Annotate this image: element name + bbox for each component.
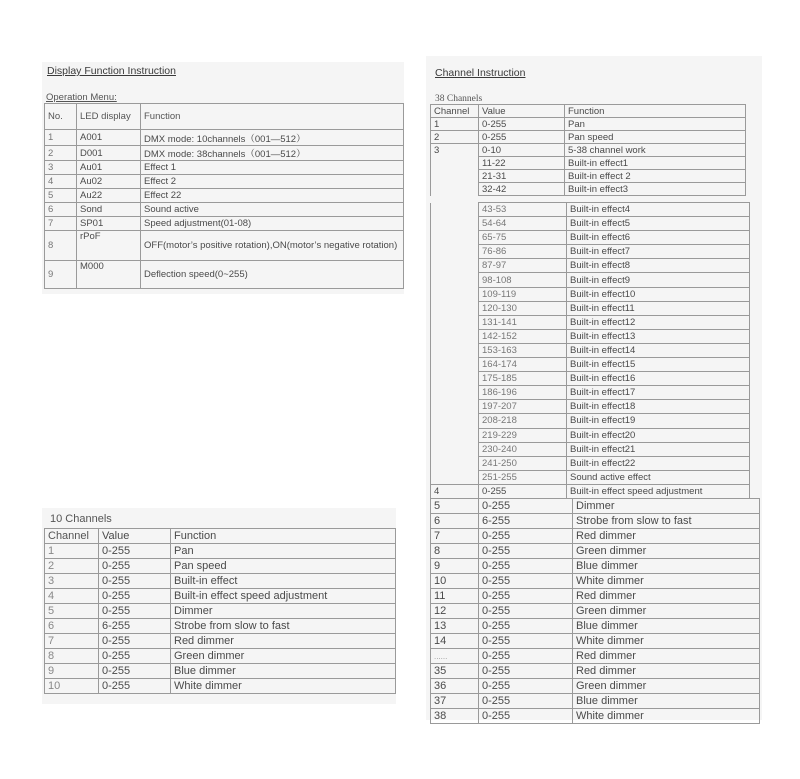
row-value: 11-22 (479, 157, 565, 170)
table-row (45, 559, 396, 574)
row-value: 0-255 (479, 559, 573, 574)
row-value: 120-130 (479, 301, 567, 315)
row-function: Built-in effect20 (567, 428, 750, 442)
row-led-display: rPoF (77, 231, 141, 261)
row-led-display: Au01 (77, 161, 141, 175)
table-row (45, 130, 404, 146)
row-channel: 7 (431, 529, 479, 544)
row-value: 54-64 (479, 217, 567, 231)
ten-channels-table (44, 528, 396, 694)
row-function: Built-in effect18 (567, 400, 750, 414)
row-channel: 38 (431, 709, 479, 724)
row-function: Built-in effect 2 (565, 170, 746, 183)
row-channel: 10 (431, 574, 479, 589)
table-row (431, 604, 760, 619)
row-function: Deflection speed(0~255) (141, 261, 404, 289)
row-function: White dimmer (573, 709, 760, 724)
row-value: 219-229 (479, 428, 567, 442)
row-value: 0-255 (479, 484, 567, 498)
row-function: Pan (565, 118, 746, 131)
row-function: Pan speed (171, 559, 396, 574)
table-row (45, 231, 404, 261)
table-row (431, 217, 750, 231)
table-row (45, 146, 404, 161)
row-function: Built-in effect3 (565, 183, 746, 196)
row-channel: 2 (45, 559, 99, 574)
row-channel: 6 (431, 514, 479, 529)
row-value: 241-250 (479, 456, 567, 470)
row-channel (431, 170, 479, 183)
table-row (45, 604, 396, 619)
row-function: Dimmer (573, 499, 760, 514)
row-value: 230-240 (479, 442, 567, 456)
row-value: 0-255 (99, 649, 171, 664)
row-led-display: Sond (77, 203, 141, 217)
row-channel: 6 (45, 619, 99, 634)
row-no: 3 (45, 161, 77, 175)
table-row (431, 679, 760, 694)
row-value: 0-255 (479, 634, 573, 649)
row-function: Built-in effect6 (567, 231, 750, 245)
row-value: 21-31 (479, 170, 565, 183)
row-channel (431, 442, 479, 456)
row-led-display: SP01 (77, 217, 141, 231)
table-row (431, 386, 750, 400)
row-value: 6-255 (99, 619, 171, 634)
row-function: Built-in effect15 (567, 358, 750, 372)
row-channel: 8 (431, 544, 479, 559)
row-function: Effect 1 (141, 161, 404, 175)
row-value: 6-255 (479, 514, 573, 529)
row-function: Pan speed (565, 131, 746, 144)
row-channel: 8 (45, 649, 99, 664)
row-function: Built-in effect speed adjustment (567, 484, 750, 498)
row-function: Effect 22 (141, 189, 404, 203)
row-value: 0-255 (99, 544, 171, 559)
row-function: Blue dimmer (573, 619, 760, 634)
row-function: OFF(motor’s positive rotation),ON(motor’s negative rotation) (141, 231, 404, 261)
row-value: 0-255 (99, 589, 171, 604)
row-channel: 5 (431, 499, 479, 514)
row-function: Built-in effect16 (567, 372, 750, 386)
table-row (431, 157, 746, 170)
header-no: No. (45, 104, 77, 130)
row-channel (431, 343, 479, 357)
row-value: 0-255 (479, 619, 573, 634)
row-channel: 3 (431, 144, 479, 157)
row-value: 175-185 (479, 372, 567, 386)
header-led-display: LED display (77, 104, 141, 130)
row-no: 1 (45, 130, 77, 146)
row-no: 4 (45, 175, 77, 189)
row-function: Built-in effect10 (567, 287, 750, 301)
row-function: Green dimmer (171, 649, 396, 664)
table-row (45, 589, 396, 604)
row-channel: 4 (431, 484, 479, 498)
row-led-display: D001 (77, 146, 141, 161)
table-row (431, 343, 750, 357)
row-function: White dimmer (573, 634, 760, 649)
row-function: Built-in effect12 (567, 315, 750, 329)
row-channel (431, 287, 479, 301)
row-function: Red dimmer (573, 664, 760, 679)
row-function: Built-in effect9 (567, 273, 750, 287)
row-channel: 4 (45, 589, 99, 604)
table-row (431, 470, 750, 484)
table-row (431, 484, 750, 498)
row-channel (431, 301, 479, 315)
row-led-display: A001 (77, 130, 141, 146)
table-row (45, 574, 396, 589)
row-no: 6 (45, 203, 77, 217)
table-row (431, 301, 750, 315)
table-row (45, 261, 404, 289)
row-value: 0-255 (99, 559, 171, 574)
row-value: 251-255 (479, 470, 567, 484)
row-value: 0-255 (479, 604, 573, 619)
row-function: Red dimmer (171, 634, 396, 649)
row-function: Green dimmer (573, 604, 760, 619)
table-row (431, 529, 760, 544)
row-channel (431, 329, 479, 343)
row-value: 208-218 (479, 414, 567, 428)
row-function: Green dimmer (573, 544, 760, 559)
table-row (431, 400, 750, 414)
row-value: 98-108 (479, 273, 567, 287)
row-value: 0-255 (99, 574, 171, 589)
row-led-display: Au22 (77, 189, 141, 203)
row-function: Built-in effect11 (567, 301, 750, 315)
table-row (431, 514, 760, 529)
header-function: Function (141, 104, 404, 130)
table-row (45, 189, 404, 203)
row-value: 109-119 (479, 287, 567, 301)
header-channel: Channel (45, 529, 99, 544)
row-function: Effect 2 (141, 175, 404, 189)
row-channel (431, 157, 479, 170)
row-function: DMX mode: 38channels（001—512） (141, 146, 404, 161)
table-row (431, 709, 760, 724)
table-row (45, 679, 396, 694)
row-function: Red dimmer (573, 649, 760, 664)
row-function: Built-in effect speed adjustment (171, 589, 396, 604)
row-function: Built-in effect14 (567, 343, 750, 357)
row-function: Dimmer (171, 604, 396, 619)
row-value: 0-255 (479, 709, 573, 724)
table-header-row (45, 529, 396, 544)
header-value: Value (479, 105, 565, 118)
row-value: 186-196 (479, 386, 567, 400)
row-function: Built-in effect8 (567, 259, 750, 273)
row-channel: 37 (431, 694, 479, 709)
row-channel (431, 372, 479, 386)
row-value: 65-75 (479, 231, 567, 245)
row-channel (431, 183, 479, 196)
table-row (431, 414, 750, 428)
row-channel (431, 203, 479, 217)
row-channel (431, 315, 479, 329)
row-channel: 9 (45, 664, 99, 679)
table-row (431, 544, 760, 559)
table-row (431, 231, 750, 245)
channel-instruction-title: Channel Instruction (435, 67, 526, 79)
table-row (431, 273, 750, 287)
row-channel (431, 386, 479, 400)
row-function: 5-38 channel work (565, 144, 746, 157)
row-function: White dimmer (171, 679, 396, 694)
operation-menu-table (44, 103, 404, 289)
row-channel (431, 217, 479, 231)
row-value: 32-42 (479, 183, 565, 196)
row-channel: 14 (431, 634, 479, 649)
row-function: Blue dimmer (171, 664, 396, 679)
row-value: 0-255 (99, 679, 171, 694)
table-row (431, 634, 760, 649)
row-channel (431, 273, 479, 287)
table-row (431, 203, 750, 217)
row-channel: 10 (45, 679, 99, 694)
row-function: Built-in effect7 (567, 245, 750, 259)
row-channel: 3 (45, 574, 99, 589)
table-row (431, 144, 746, 157)
row-function: Built-in effect4 (567, 203, 750, 217)
row-value: 197-207 (479, 400, 567, 414)
row-value: 142-152 (479, 329, 567, 343)
table-row (45, 649, 396, 664)
row-no: 5 (45, 189, 77, 203)
row-value: 0-255 (99, 634, 171, 649)
header-value: Value (99, 529, 171, 544)
table-row (431, 619, 760, 634)
row-value: 0-255 (99, 604, 171, 619)
row-value: 0-255 (479, 529, 573, 544)
row-no: 7 (45, 217, 77, 231)
row-channel (431, 428, 479, 442)
table-row (431, 358, 750, 372)
table-row (431, 649, 760, 664)
table-row (431, 574, 760, 589)
row-value: 0-255 (479, 694, 573, 709)
row-function: Pan (171, 544, 396, 559)
table-row (431, 456, 750, 470)
row-function: Built-in effect17 (567, 386, 750, 400)
row-channel: 12 (431, 604, 479, 619)
row-no: 2 (45, 146, 77, 161)
row-function: Red dimmer (573, 529, 760, 544)
row-channel: 1 (45, 544, 99, 559)
row-function: Built-in effect21 (567, 442, 750, 456)
row-channel: 35 (431, 664, 479, 679)
channel-table-effects (430, 202, 750, 499)
table-row (45, 664, 396, 679)
table-row (431, 131, 746, 144)
row-function: Built-in effect1 (565, 157, 746, 170)
table-header-row (431, 105, 746, 118)
table-row (431, 499, 760, 514)
row-led-display: M000 (77, 261, 141, 289)
row-function: White dimmer (573, 574, 760, 589)
row-value: 0-255 (479, 679, 573, 694)
table-row (45, 217, 404, 231)
table-row (431, 442, 750, 456)
row-function: Red dimmer (573, 589, 760, 604)
table-row (431, 372, 750, 386)
row-no: 8 (45, 231, 77, 261)
row-function: Speed adjustment(01-08) (141, 217, 404, 231)
operation-menu-label: Operation Menu: (46, 92, 117, 103)
row-channel (431, 358, 479, 372)
header-channel: Channel (431, 105, 479, 118)
table-row (45, 544, 396, 559)
table-row (431, 118, 746, 131)
table-row (45, 161, 404, 175)
row-channel: 5 (45, 604, 99, 619)
row-channel: 1 (431, 118, 479, 131)
row-value: 153-163 (479, 343, 567, 357)
row-channel: ...... (431, 649, 479, 664)
row-value: 0-255 (479, 131, 565, 144)
row-channel: 7 (45, 634, 99, 649)
row-function: Built-in effect13 (567, 329, 750, 343)
channel-table-bottom (430, 498, 760, 724)
table-row (431, 329, 750, 343)
header-function: Function (565, 105, 746, 118)
table-row (45, 619, 396, 634)
table-row (431, 589, 760, 604)
ten-channels-title: 10 Channels (50, 513, 112, 525)
row-value: 87-97 (479, 259, 567, 273)
row-function: Built-in effect5 (567, 217, 750, 231)
row-channel (431, 414, 479, 428)
row-function: Blue dimmer (573, 559, 760, 574)
row-value: 0-255 (479, 664, 573, 679)
table-row (431, 245, 750, 259)
table-row (431, 694, 760, 709)
row-no: 9 (45, 261, 77, 289)
channel-table-top (430, 104, 746, 196)
row-function: Strobe from slow to fast (171, 619, 396, 634)
display-function-title: Display Function Instruction (47, 65, 176, 77)
table-row (431, 183, 746, 196)
row-value: 164-174 (479, 358, 567, 372)
row-value: 43-53 (479, 203, 567, 217)
row-value: 0-10 (479, 144, 565, 157)
row-channel: 36 (431, 679, 479, 694)
row-channel (431, 456, 479, 470)
channel-instruction-subtitle: 38 Channels (435, 94, 483, 104)
row-led-display: Au02 (77, 175, 141, 189)
row-function: DMX mode: 10channels（001—512） (141, 130, 404, 146)
row-channel: 13 (431, 619, 479, 634)
row-value: 0-255 (479, 499, 573, 514)
table-row (45, 175, 404, 189)
table-row (431, 259, 750, 273)
row-value: 0-255 (99, 664, 171, 679)
row-channel (431, 245, 479, 259)
row-value: 76-86 (479, 245, 567, 259)
row-function: Built-in effect (171, 574, 396, 589)
table-row (45, 203, 404, 217)
table-row (431, 170, 746, 183)
table-row (431, 287, 750, 301)
row-value: 0-255 (479, 589, 573, 604)
table-row (431, 664, 760, 679)
row-value: 0-255 (479, 649, 573, 664)
row-function: Blue dimmer (573, 694, 760, 709)
row-channel: 11 (431, 589, 479, 604)
row-channel (431, 470, 479, 484)
row-value: 0-255 (479, 118, 565, 131)
table-row (431, 315, 750, 329)
row-function: Strobe from slow to fast (573, 514, 760, 529)
row-value: 0-255 (479, 544, 573, 559)
row-channel (431, 400, 479, 414)
row-function: Green dimmer (573, 679, 760, 694)
table-row (45, 634, 396, 649)
row-channel (431, 259, 479, 273)
header-function: Function (171, 529, 396, 544)
row-channel: 2 (431, 131, 479, 144)
row-value: 131-141 (479, 315, 567, 329)
table-row (431, 428, 750, 442)
row-channel: 9 (431, 559, 479, 574)
row-value: 0-255 (479, 574, 573, 589)
table-row (431, 559, 760, 574)
row-function: Built-in effect19 (567, 414, 750, 428)
row-channel (431, 231, 479, 245)
row-function: Sound active effect (567, 470, 750, 484)
table-header-row (45, 104, 404, 130)
row-function: Built-in effect22 (567, 456, 750, 470)
row-function: Sound active (141, 203, 404, 217)
